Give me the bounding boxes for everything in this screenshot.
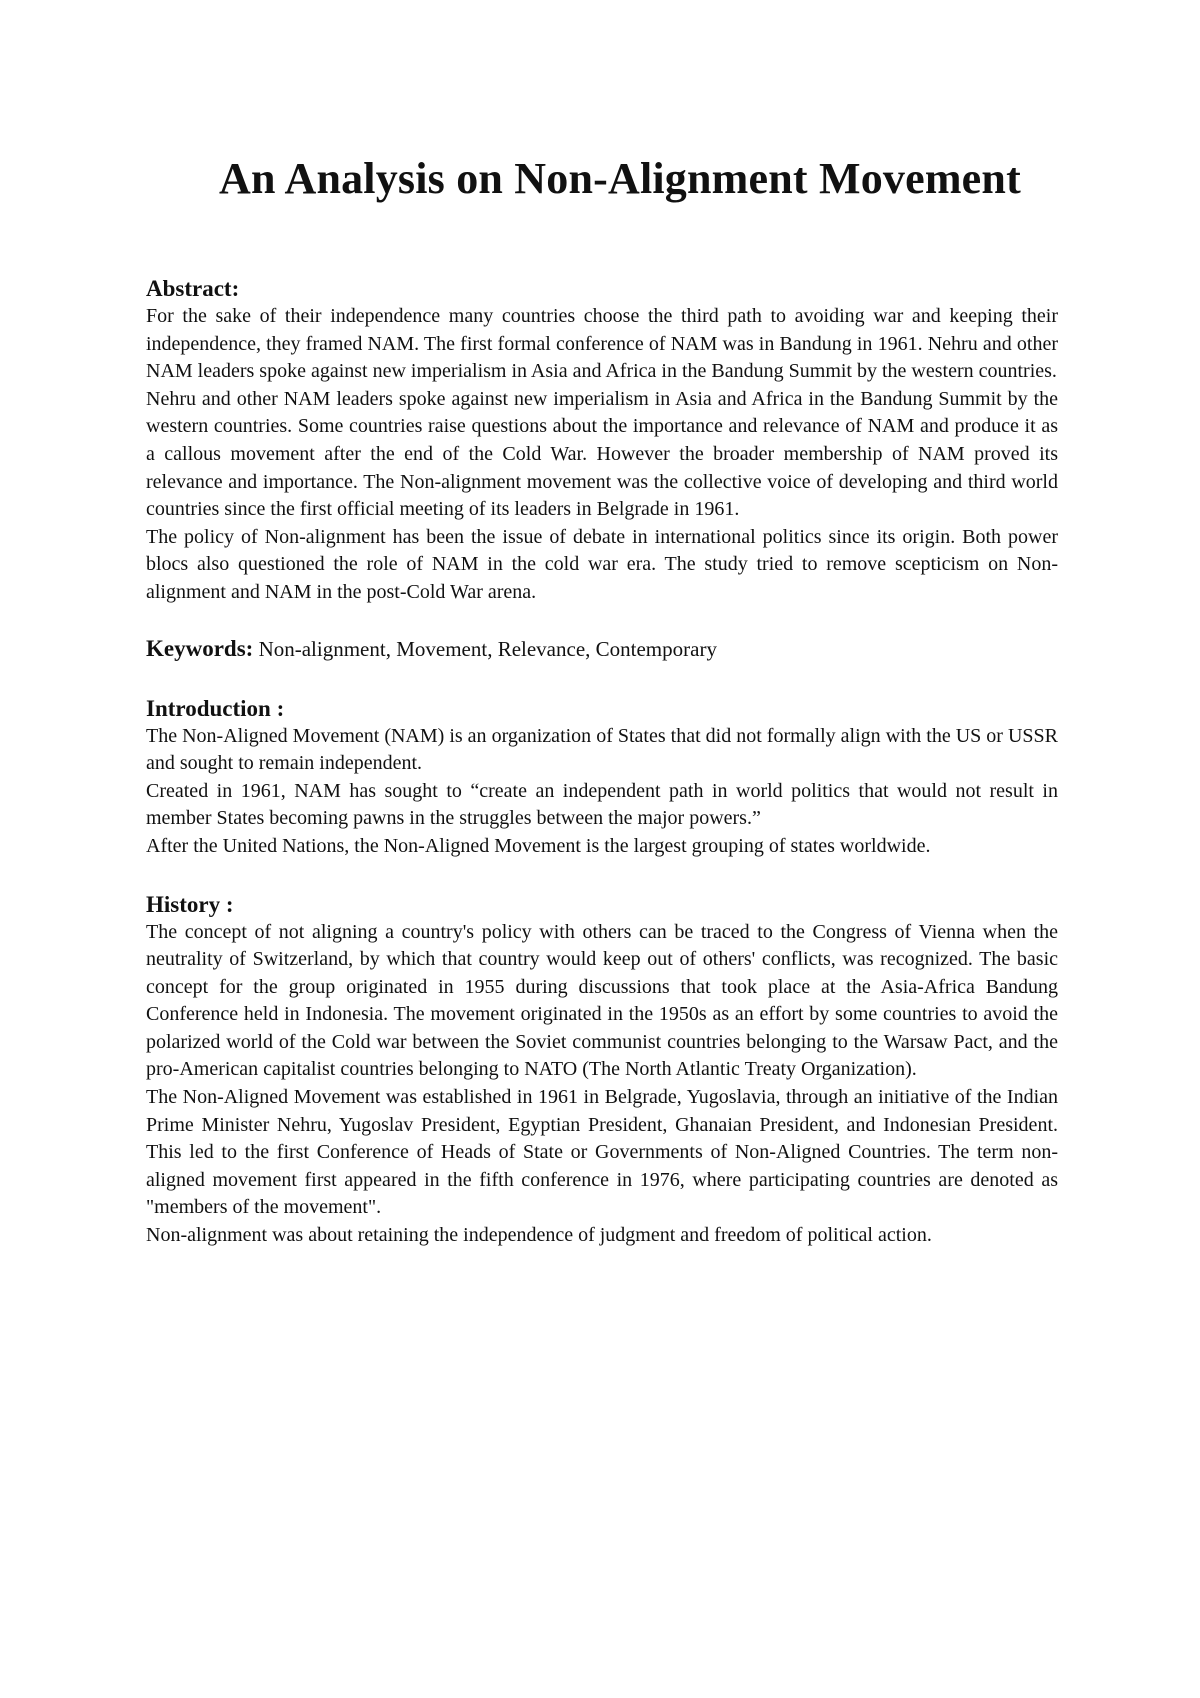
- abstract-paragraph: For the sake of their independence many countries choose the third path to avoiding war and keeping their independence, they framed NAM. The first formal conference of NAM was in Bandung in 1961. Nehru and other NAM leaders spoke against new imperialism in Asia and Africa in the Bandung Summit by the western countries.: [146, 305, 1058, 383]
- keywords-label: Keywords:: [146, 635, 254, 661]
- abstract-paragraph: Nehru and other NAM leaders spoke against new imperialism in Asia and Africa in the Bandung Summit by the western countries. Some countries raise questions about the importance and relevance of NAM and produce it as a callous movement after the end of the Cold War. However the broader membership of NAM proved its relevance and importance. The Non-alignment movement was the collective voice of developing and third world countries since the first official meeting of its leaders in Belgrade in 1961.: [146, 387, 1058, 521]
- introduction-paragraph: The Non-Aligned Movement (NAM) is an organization of States that did not formally align with the US or USSR and sought to remain independent.: [146, 724, 1058, 775]
- history-heading: History :: [146, 891, 234, 917]
- abstract-section: [146, 275, 1058, 607]
- history-paragraph: Non-alignment was about retaining the independence of judgment and freedom of political action.: [146, 1224, 932, 1247]
- keywords-text: Non-alignment, Movement, Relevance, Contemporary: [258, 636, 717, 661]
- history-paragraph: The Non-Aligned Movement was established in 1961 in Belgrade, Yugoslavia, through an initiative of the Indian Prime Minister Nehru, Yugoslav President, Egyptian President, Ghanaian President, and Indonesian President. This led to the first Conference of Heads of State or Governments of Non-Aligned Countries. The term non-aligned movement first appeared in the fifth conference in 1976, where participating countries are denoted as "members of the movement".: [146, 1086, 1058, 1219]
- abstract-heading: Abstract:: [146, 276, 240, 301]
- keywords-line: [146, 635, 1058, 663]
- introduction-heading: Introduction :: [146, 695, 285, 721]
- abstract-paragraph: The policy of Non-alignment has been the issue of debate in international politics since its origin. Both power blocs also questioned the role of NAM in the cold war era. The study tried to remove scepticism on Non-alignment and NAM in the post-Cold War arena.: [146, 525, 1058, 603]
- document-title: An Analysis on Non-Alignment Movement: [219, 154, 1021, 203]
- history-paragraph: The concept of not aligning a country's policy with others can be traced to the Congress of Vienna when the neutrality of Switzerland, by which that country would keep out of others' conflicts, was recognized. The basic concept for the group originated in 1955 during discussions that took place at the Asia-Africa Bandung Conference held in Indonesia. The movement originated in the 1950s as an effort by some countries to avoid the polarized world of the Cold war between the Soviet communist countries belonging to the Warsaw Pact, and the pro-American capitalist countries belonging to NATO (The North Atlantic Treaty Organization).: [146, 920, 1058, 1081]
- introduction-paragraph: After the United Nations, the Non-Aligned Movement is the largest grouping of states worldwide.: [146, 834, 931, 857]
- introduction-paragraph: Created in 1961, NAM has sought to “create an independent path in world politics that would not result in member States becoming pawns in the struggles between the major powers.”: [146, 779, 1058, 830]
- document-page: [146, 150, 1058, 1250]
- history-section: [146, 891, 1058, 1250]
- introduction-section: [146, 695, 1058, 861]
